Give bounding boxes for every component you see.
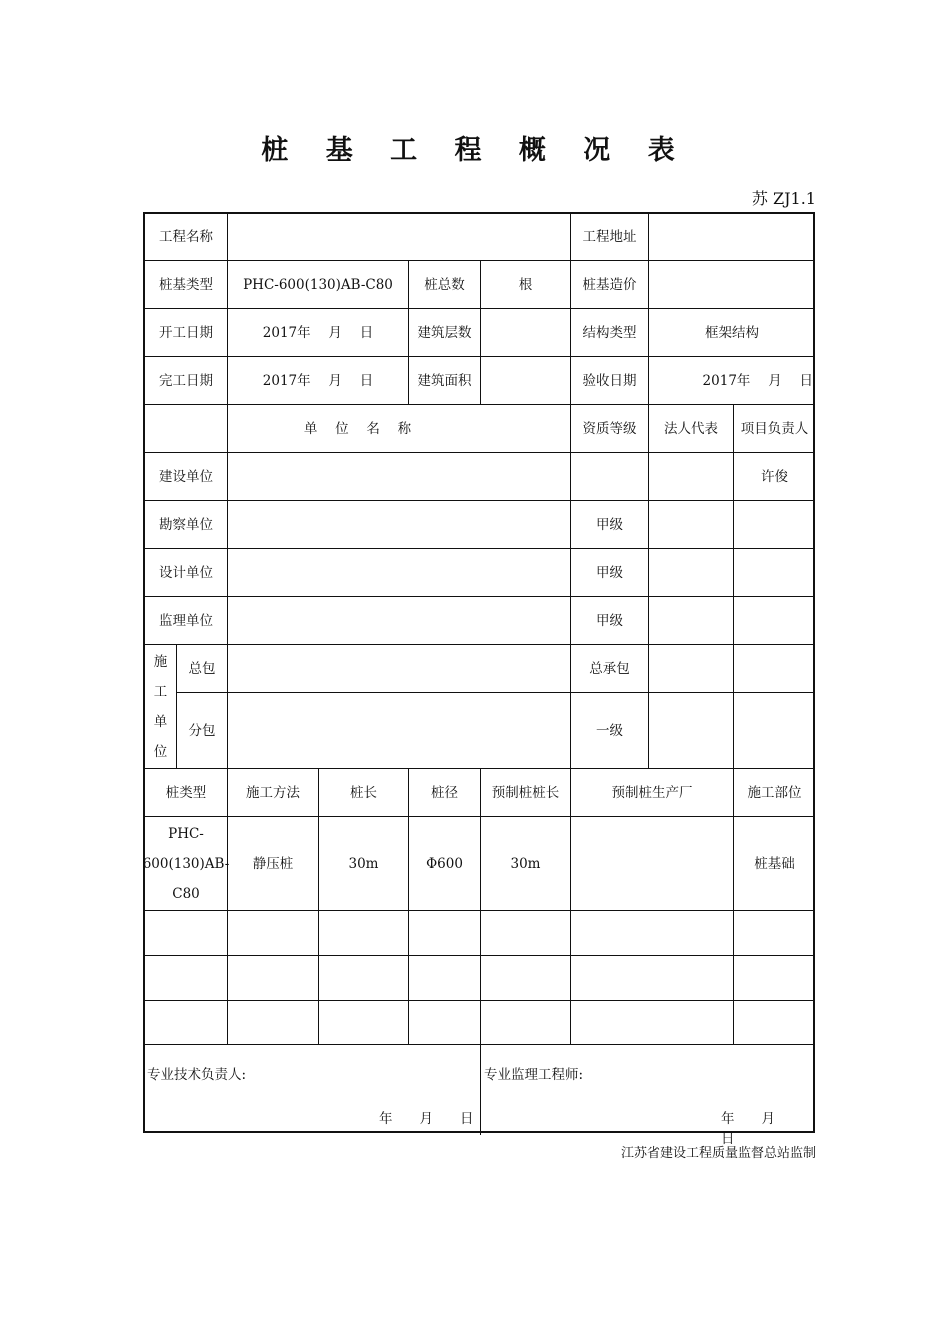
group-label-char: 单 <box>153 713 168 730</box>
floors-field[interactable] <box>481 309 570 356</box>
finish-date-label: 完工日期 <box>159 372 213 389</box>
pile-table-header: 预制桩生产厂 <box>611 784 693 801</box>
units-manager-header: 项目负责人 <box>740 420 809 437</box>
pile-type-label: 桩基类型 <box>159 276 213 293</box>
pile-type-field[interactable]: PHC-600(130)AB-C80 <box>243 276 393 293</box>
pile-table-header: 桩类型 <box>165 784 207 801</box>
manufacturer-cell[interactable] <box>571 956 733 1000</box>
pile-type-cell[interactable] <box>145 1001 227 1044</box>
pile-type-line: PHC- <box>168 825 204 842</box>
pile-count-field[interactable]: 根 <box>518 276 533 293</box>
acceptance-date-label: 验收日期 <box>582 372 637 389</box>
unit-manager-field[interactable] <box>734 549 815 596</box>
construction-unit-group-label <box>145 645 176 768</box>
unit-label: 总包 <box>188 660 216 677</box>
form-code: 苏 ZJ1.1 <box>751 189 816 208</box>
precast-length-cell[interactable] <box>481 1001 570 1044</box>
pile-foundation-form <box>142 212 815 1147</box>
unit-name-field[interactable] <box>228 453 570 500</box>
unit-manager-field[interactable] <box>734 597 815 644</box>
pile-table-header: 桩长 <box>350 784 377 801</box>
unit-legal-rep-field[interactable] <box>649 597 733 644</box>
unit-manager-field[interactable]: 许俊 <box>761 468 788 485</box>
unit-label: 设计单位 <box>159 564 213 581</box>
unit-manager-field[interactable] <box>734 693 815 768</box>
pile-type-line: 600(130)AB- <box>142 855 230 872</box>
unit-name-field[interactable] <box>228 645 570 692</box>
pile-location-cell[interactable] <box>734 956 815 1000</box>
pile-diameter-cell[interactable] <box>409 956 480 1000</box>
floors-label: 建筑层数 <box>417 324 472 341</box>
units-grade-header: 资质等级 <box>582 420 637 437</box>
units-name-header: 单 位 名 称 <box>303 420 412 437</box>
unit-manager-field[interactable] <box>734 501 815 548</box>
pile-method-cell[interactable] <box>228 1001 318 1044</box>
manufacturer-cell[interactable] <box>571 817 733 910</box>
unit-label: 分包 <box>188 722 216 739</box>
pile-method-cell[interactable] <box>228 911 318 955</box>
pile-cost-field[interactable] <box>649 261 815 308</box>
pile-table-header: 施工方法 <box>246 784 300 801</box>
group-label-char: 工 <box>153 683 168 700</box>
precast-length-cell[interactable] <box>481 956 570 1000</box>
unit-name-field[interactable] <box>228 549 570 596</box>
pile-length-cell[interactable] <box>319 1001 408 1044</box>
pile-length-cell[interactable] <box>319 956 408 1000</box>
pile-type-cell[interactable] <box>142 817 230 910</box>
units-legal-rep-header: 法人代表 <box>664 420 718 437</box>
unit-label: 勘察单位 <box>159 516 213 533</box>
pile-diameter-cell[interactable] <box>409 1001 480 1044</box>
unit-grade-field[interactable]: 甲级 <box>596 612 623 629</box>
building-area-label: 建筑面积 <box>417 372 472 389</box>
unit-legal-rep-field[interactable] <box>649 453 733 500</box>
start-date-label: 开工日期 <box>159 324 213 341</box>
unit-legal-rep-field[interactable] <box>649 693 733 768</box>
technical-lead-date[interactable]: 年 月 日 <box>379 1111 474 1127</box>
unit-name-field[interactable] <box>228 501 570 548</box>
pile-type-cell[interactable] <box>145 956 227 1000</box>
unit-label: 建设单位 <box>159 468 213 485</box>
unit-grade-field[interactable]: 甲级 <box>596 516 623 533</box>
pile-cost-label: 桩基造价 <box>582 276 637 293</box>
unit-grade-field[interactable]: 总承包 <box>589 660 630 677</box>
structure-type-field[interactable]: 框架结构 <box>705 324 759 341</box>
unit-manager-field[interactable] <box>734 645 815 692</box>
project-address-label: 工程地址 <box>582 229 637 245</box>
unit-name-field[interactable] <box>228 693 570 768</box>
group-label-char: 施 <box>153 653 168 670</box>
unit-grade-field[interactable] <box>571 453 648 500</box>
pile-location-cell[interactable] <box>734 911 815 955</box>
unit-grade-field[interactable]: 一级 <box>596 722 623 739</box>
unit-name-field[interactable] <box>228 597 570 644</box>
project-address-field[interactable] <box>649 214 815 260</box>
start-date-field[interactable]: 2017年 月 日 <box>262 324 374 341</box>
supervisor-label: 专业监理工程师: <box>484 1067 584 1083</box>
page-title: 桩 基 工 程 概 况 表 <box>261 135 689 166</box>
project-name-label: 工程名称 <box>159 229 213 245</box>
pile-diameter-cell[interactable] <box>409 911 480 955</box>
pile-length-cell[interactable]: 30m <box>348 855 379 872</box>
pile-length-cell[interactable] <box>319 911 408 955</box>
manufacturer-cell[interactable] <box>571 1001 733 1044</box>
pile-type-cell[interactable] <box>145 911 227 955</box>
manufacturer-cell[interactable] <box>571 911 733 955</box>
pile-diameter-cell[interactable]: Φ600 <box>426 855 463 872</box>
pile-table-header: 预制桩桩长 <box>491 784 560 801</box>
supervisor-date[interactable]: 年 月 日 <box>721 1111 802 1147</box>
group-label-char: 位 <box>153 743 168 760</box>
technical-lead-label: 专业技术负责人: <box>147 1067 247 1083</box>
unit-grade-field[interactable]: 甲级 <box>596 564 623 581</box>
unit-legal-rep-field[interactable] <box>649 501 733 548</box>
project-name-field[interactable] <box>228 214 570 260</box>
finish-date-field[interactable]: 2017年 月 日 <box>262 372 374 389</box>
issuer-note: 江苏省建设工程质量监督总站监制 <box>620 1146 816 1161</box>
structure-type-label: 结构类型 <box>582 324 637 341</box>
acceptance-date-field[interactable]: 2017年 月 日 <box>702 372 813 389</box>
unit-legal-rep-field[interactable] <box>649 549 733 596</box>
precast-length-cell[interactable] <box>481 911 570 955</box>
precast-length-cell[interactable]: 30m <box>510 855 541 872</box>
unit-label: 监理单位 <box>159 612 213 629</box>
pile-method-cell[interactable] <box>228 956 318 1000</box>
pile-method-cell[interactable]: 静压桩 <box>252 855 294 872</box>
pile-table-header: 桩径 <box>431 784 458 801</box>
pile-type-line: C80 <box>172 885 200 902</box>
pile-count-label: 桩总数 <box>424 276 465 293</box>
pile-table-header: 施工部位 <box>747 784 802 801</box>
building-area-field[interactable] <box>481 357 570 404</box>
unit-legal-rep-field[interactable] <box>649 645 733 692</box>
pile-location-cell[interactable]: 桩基础 <box>754 855 795 872</box>
pile-location-cell[interactable] <box>734 1001 815 1044</box>
